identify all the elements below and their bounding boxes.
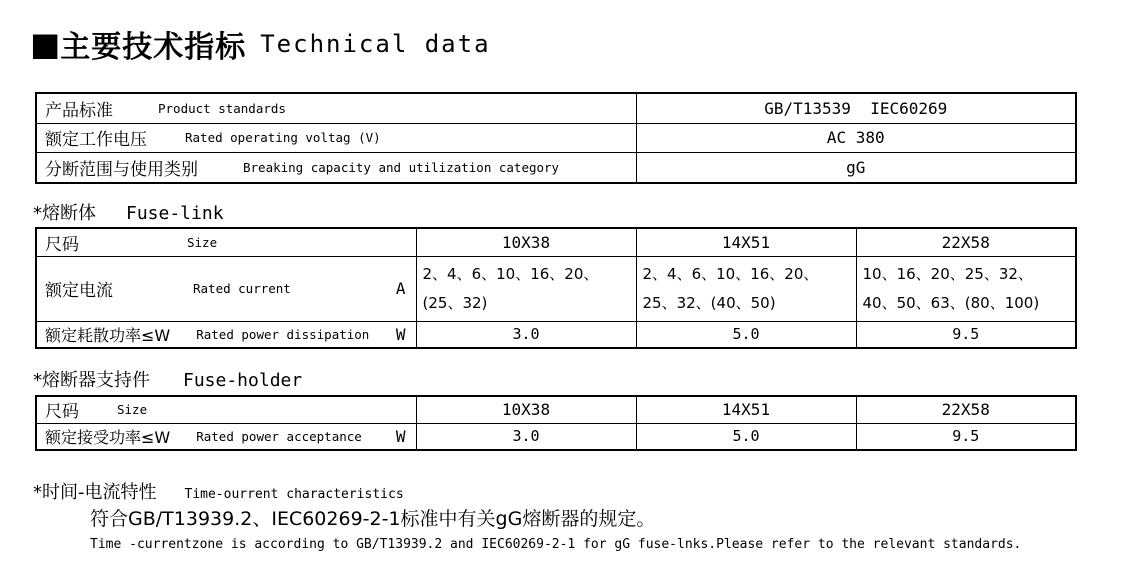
table-row bbox=[36, 423, 1076, 450]
black-square-icon: ■ bbox=[30, 25, 61, 63]
power-dissipation-label-cell bbox=[36, 321, 416, 348]
rated-current-label-cn: 额定电流 bbox=[45, 281, 113, 301]
fuse-link-size-22x58: 22X58 bbox=[856, 228, 1076, 256]
rated-voltage-label-cn: 额定工作电压 bbox=[45, 130, 147, 151]
fuse-link-table bbox=[35, 227, 1077, 349]
size-label-en: Size bbox=[117, 402, 148, 418]
fuse-holder-size-22x58: 22X58 bbox=[856, 396, 1076, 423]
general-parameters-table bbox=[35, 92, 1077, 184]
time-current-section-title bbox=[33, 478, 404, 504]
fuse-holder-section-title bbox=[33, 366, 302, 392]
power-dissipation-label-cn: 额定耗散功率≤W bbox=[45, 325, 171, 345]
rated-current-10x38 bbox=[416, 256, 636, 321]
current-line: (25、32) bbox=[422, 293, 488, 312]
power-acceptance-10x38: 3.0 bbox=[416, 423, 636, 450]
page-title bbox=[30, 22, 491, 66]
breaking-capacity-label-cell bbox=[36, 153, 636, 183]
product-standards-label-en: Product standards bbox=[158, 100, 286, 116]
rated-current-label-en: Rated current bbox=[193, 281, 291, 296]
power-acceptance-label-cn: 额定接受功率≤W bbox=[45, 427, 171, 447]
power-acceptance-label-en: Rated power acceptance bbox=[196, 428, 362, 444]
rated-current-14x51 bbox=[636, 256, 856, 321]
fuse-holder-table bbox=[35, 395, 1077, 451]
fuse-holder-title-en: Fuse-holder bbox=[183, 370, 303, 391]
table-row bbox=[36, 321, 1076, 348]
size-label-cn: 尺码 bbox=[45, 234, 79, 255]
fuse-holder-size-label-cell bbox=[36, 396, 416, 423]
fuse-link-size-label-cell bbox=[36, 228, 416, 256]
table-row bbox=[36, 153, 1076, 183]
current-line: 2、4、6、10、16、20、 bbox=[422, 264, 599, 283]
table-row bbox=[36, 93, 1076, 123]
fuse-link-title-en: Fuse-link bbox=[126, 203, 224, 224]
current-line: 40、50、63、(80、100) bbox=[862, 293, 1040, 312]
rated-voltage-label-cell bbox=[36, 123, 636, 153]
product-standards-value: GB/T13539 IEC60269 bbox=[636, 93, 1076, 123]
power-acceptance-label-cell bbox=[36, 423, 416, 450]
size-label-cn: 尺码 bbox=[45, 402, 79, 423]
fuse-link-title-cn: *熔断体 bbox=[33, 203, 96, 224]
size-label-en: Size bbox=[187, 234, 218, 250]
table-row bbox=[36, 123, 1076, 153]
rated-current-22x58 bbox=[856, 256, 1076, 321]
current-line: 2、4、6、10、16、20、 bbox=[642, 264, 819, 283]
power-acceptance-unit: W bbox=[395, 426, 406, 446]
power-dissipation-14x51: 5.0 bbox=[636, 321, 856, 348]
current-line: 25、32、(40、50) bbox=[642, 293, 776, 312]
breaking-capacity-label-cn: 分断范围与使用类别 bbox=[45, 159, 198, 180]
current-line: 10、16、20、25、32、 bbox=[862, 264, 1033, 283]
power-dissipation-unit: W bbox=[395, 324, 406, 344]
rated-voltage-value: AC 380 bbox=[636, 123, 1076, 153]
table-row bbox=[36, 228, 1076, 256]
page-title-cn: 主要技术指标 bbox=[60, 30, 247, 65]
fuse-holder-size-10x38: 10X38 bbox=[416, 396, 636, 423]
time-current-note-cn: 符合GB/T13939.2、IEC60269-2-1标准中有关gG熔断器的规定。 bbox=[90, 508, 656, 530]
product-standards-label-cell bbox=[36, 93, 636, 123]
time-current-note-en: Time -currentzone is according to GB/T13939.2 and IEC60269-2-1 for gG fuse-lnks.Please refer to the relevant standards. bbox=[90, 537, 1022, 552]
page-title-en: Technical data bbox=[260, 30, 491, 58]
time-current-title-en: Time-ourrent characteristics bbox=[184, 487, 404, 502]
time-current-title-cn: *时间-电流特性 bbox=[33, 482, 157, 503]
fuse-holder-title-cn: *熔断器支持件 bbox=[33, 370, 150, 391]
breaking-capacity-label-en: Breaking capacity and utilization category bbox=[243, 159, 560, 175]
rated-current-label-cell bbox=[36, 256, 416, 321]
power-dissipation-22x58: 9.5 bbox=[856, 321, 1076, 348]
product-standards-label-cn: 产品标准 bbox=[45, 100, 113, 121]
power-acceptance-14x51: 5.0 bbox=[636, 423, 856, 450]
fuse-holder-size-14x51: 14X51 bbox=[636, 396, 856, 423]
rated-current-unit: A bbox=[395, 279, 406, 298]
rated-voltage-label-en: Rated operating voltag (V) bbox=[185, 130, 381, 146]
table-row bbox=[36, 396, 1076, 423]
table-row bbox=[36, 256, 1076, 321]
power-dissipation-label-en: Rated power dissipation bbox=[196, 326, 370, 342]
fuse-link-size-14x51: 14X51 bbox=[636, 228, 856, 256]
fuse-link-section-title bbox=[33, 199, 224, 225]
breaking-capacity-value: gG bbox=[636, 153, 1076, 183]
power-dissipation-10x38: 3.0 bbox=[416, 321, 636, 348]
power-acceptance-22x58: 9.5 bbox=[856, 423, 1076, 450]
fuse-link-size-10x38: 10X38 bbox=[416, 228, 636, 256]
